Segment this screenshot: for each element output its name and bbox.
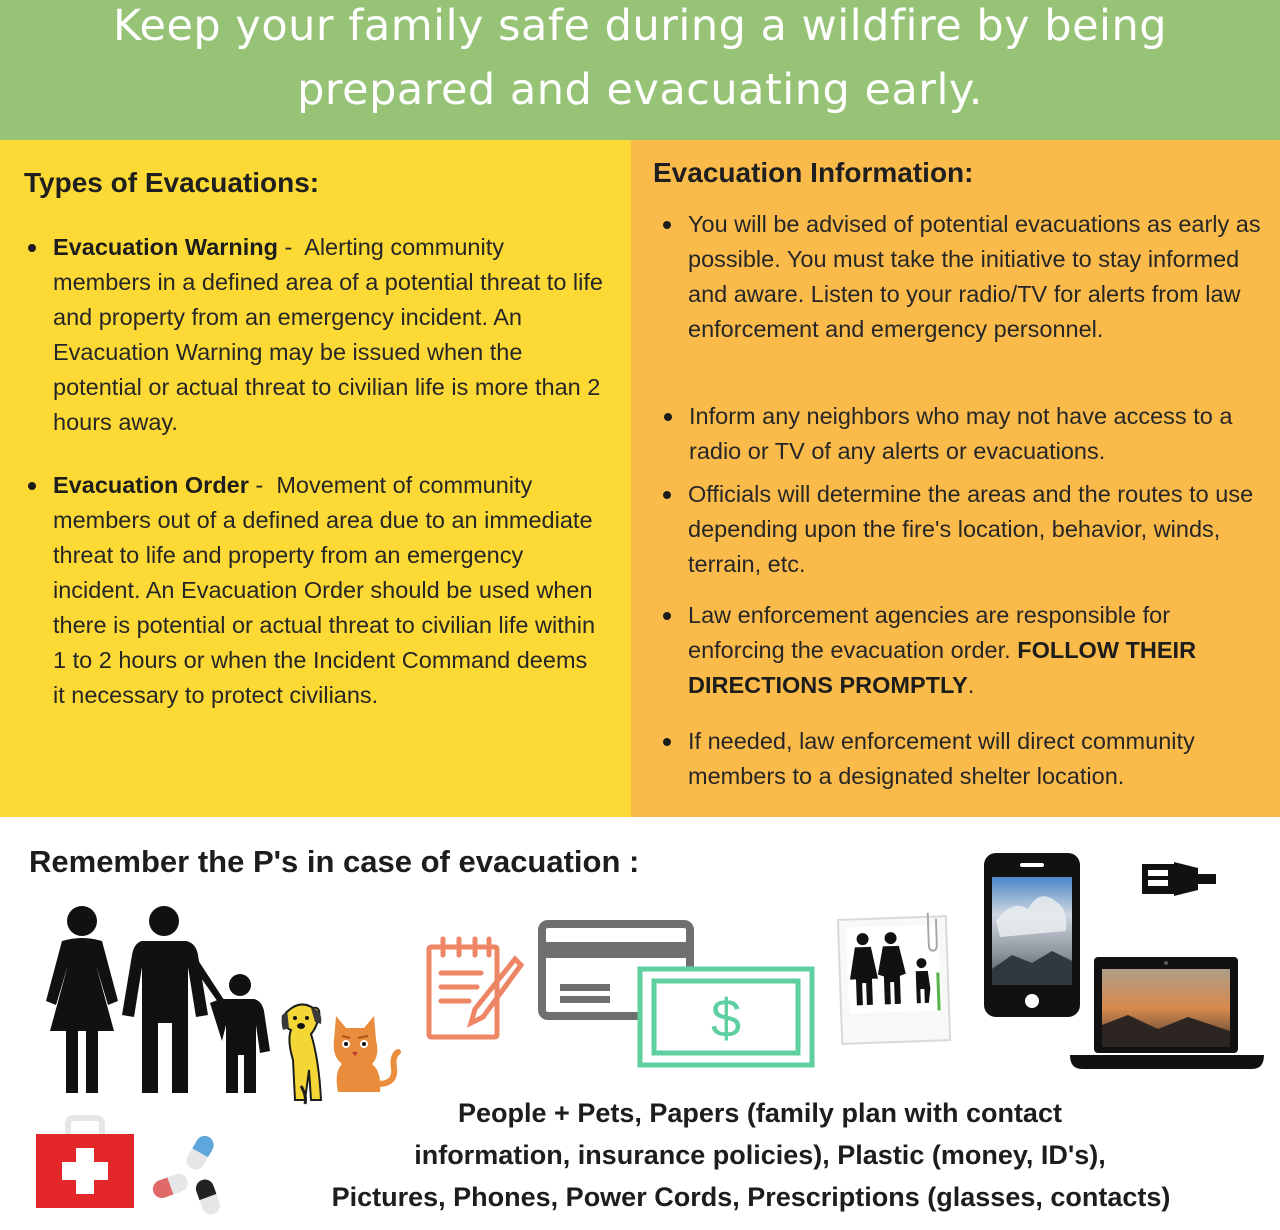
ps-description <box>270 1092 1250 1218</box>
ps-heading: Remember the P's in case of evacuation : <box>29 844 640 879</box>
phone-icon <box>982 851 1082 1019</box>
photo-icon <box>836 912 954 1047</box>
family-icon <box>30 905 280 1095</box>
money-symbol: $ <box>710 989 742 1049</box>
ps-line-1: People + Pets, Papers (family plan with contact <box>458 1098 1062 1128</box>
info-list-5 <box>688 724 1266 794</box>
info-item-officials-routes: Officials will determine the areas and the routes to use depending upon the fire's location, behavior, winds, terrain, etc. <box>688 477 1266 582</box>
dog-icon <box>275 1000 335 1105</box>
header-banner <box>0 0 1280 140</box>
evacuation-order-term: Evacuation Order <box>53 472 249 498</box>
info-list-1 <box>688 207 1266 347</box>
title-line-1: Keep your family safe during a wildfire by being <box>112 1 1168 51</box>
follow-directions-emphasis: FOLLOW THEIR DIRECTIONS PROMPTLY <box>688 637 1197 698</box>
types-heading: Types of Evacuations: <box>24 167 320 198</box>
ps-line-2: information, insurance policies), Plastic (money, ID's), <box>414 1140 1106 1170</box>
evacuation-warning-term: Evacuation Warning <box>53 234 279 260</box>
info-item-law-enforcement <box>688 598 1266 703</box>
info-item-stay-informed: You will be advised of potential evacuations as early as possible. You must take the initiative to stay informed and aware. Listen to your radio/TV for alerts from law enforcement and emergency personnel. <box>688 207 1266 347</box>
info-item-4-end: . <box>967 672 975 698</box>
types-of-evacuations-panel <box>0 140 631 817</box>
page-title <box>40 0 1240 122</box>
cat-icon <box>328 1012 400 1094</box>
info-heading: Evacuation Information: <box>653 157 974 188</box>
evacuation-information-panel <box>631 140 1280 817</box>
info-item-inform-neighbors: Inform any neighbors who may not have access to a radio or TV of any alerts or evacuations. <box>689 399 1267 469</box>
info-list-4 <box>688 598 1266 703</box>
info-list-3 <box>688 477 1266 582</box>
evacuation-warning-item <box>53 230 605 440</box>
evacuation-warning-text: Alerting community members in a defined area of a potential threat to life and property from an emergency incident. An Evacuation Warning may be issued when the potential or actual threat to civilian life is more than 2 hours away. <box>53 234 603 435</box>
notepad-icon <box>425 935 525 1043</box>
separator: - <box>248 472 270 498</box>
power-plug-icon <box>1140 858 1218 900</box>
types-list <box>53 230 605 440</box>
laptop-icon <box>1068 955 1266 1073</box>
pills-icon <box>150 1135 226 1219</box>
info-item-shelter: If needed, law enforcement will direct community members to a designated shelter location. <box>688 724 1266 794</box>
first-aid-kit-icon <box>34 1114 136 1210</box>
evacuation-order-item <box>53 468 605 713</box>
separator: - <box>278 234 299 260</box>
evacuation-order-text: Movement of community members out of a defined area due to an immediate threat to life and property from an emergency incident. An Evacuation Order should be used when there is potential or actual threat to civilian life within 1 to 2 hours or when the Incident Command deems it necessary to protect civilians. <box>53 472 596 708</box>
title-line-2: prepared and evacuating early. <box>297 65 983 115</box>
ps-line-3: Pictures, Phones, Power Cords, Prescriptions (glasses, contacts) <box>331 1182 1171 1212</box>
types-list-2 <box>53 468 605 713</box>
info-list-2 <box>689 399 1267 469</box>
money-icon <box>638 967 814 1067</box>
info-item-4-text: Law enforcement agencies are responsible for enforcing the evacuation order. <box>688 602 1171 663</box>
